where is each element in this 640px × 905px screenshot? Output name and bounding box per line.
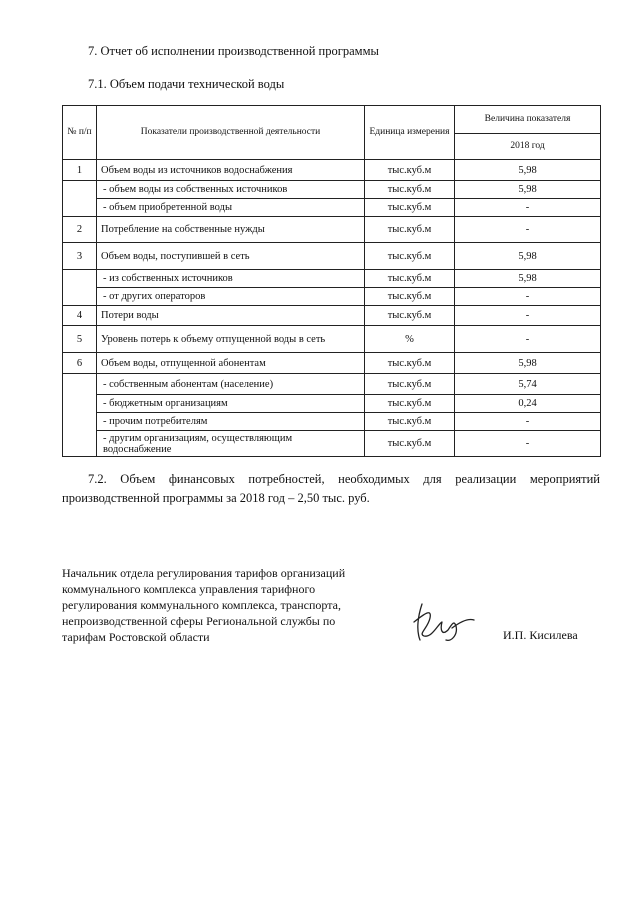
table-row [63, 288, 601, 306]
table-row [63, 326, 601, 353]
header-year: 2018 год [455, 134, 601, 160]
table-row [63, 413, 601, 431]
table-row [63, 270, 601, 288]
row-value: 5,74 [455, 374, 601, 395]
row-unit: тыс.куб.м [365, 374, 455, 395]
row-unit: % [365, 326, 455, 353]
row-value: - [455, 326, 601, 353]
paragraph-7-2 [62, 470, 600, 508]
row-unit: тыс.куб.м [365, 270, 455, 288]
row-value: - [455, 217, 601, 243]
row-unit: тыс.куб.м [365, 395, 455, 413]
table-row [63, 160, 601, 181]
row-num: 6 [63, 353, 97, 374]
row-value: 5,98 [455, 181, 601, 199]
row-unit: тыс.куб.м [365, 199, 455, 217]
row-unit: тыс.куб.м [365, 243, 455, 270]
table-row [63, 181, 601, 199]
row-unit: тыс.куб.м [365, 217, 455, 243]
row-value: 5,98 [455, 353, 601, 374]
row-indicator: - объем приобретенной воды [97, 199, 365, 217]
signatory-title-line: Начальник отдела регулирования тарифов организаций [62, 566, 346, 580]
row-indicator: Объем воды из источников водоснабжения [97, 160, 365, 181]
table-row [63, 395, 601, 413]
header-num: № п/п [63, 106, 97, 160]
row-indicator: Объем воды, отпущенной абонентам [97, 353, 365, 374]
table-row [63, 199, 601, 217]
row-indicator: Потери воды [97, 306, 365, 326]
table-row [63, 306, 601, 326]
paragraph-7-2-rest: производственной программы за 2018 год – 2,50 тыс. руб. [62, 491, 370, 505]
row-indicator: Уровень потерь к объему отпущенной воды в сеть [97, 326, 365, 353]
water-supply-table [62, 105, 601, 457]
row-unit: тыс.куб.м [365, 413, 455, 431]
table-row [63, 217, 601, 243]
row-indicator: - другим организациям, осуществляющим водоснабжение [97, 431, 365, 457]
header-indicator: Показатели производственной деятельности [97, 106, 365, 160]
row-num [63, 374, 97, 457]
table-row [63, 353, 601, 374]
signatory-title-line: коммунального комплекса управления тарифного [62, 582, 316, 596]
row-indicator: - от других операторов [97, 288, 365, 306]
row-num: 3 [63, 243, 97, 270]
table-row [63, 374, 601, 395]
signatory-title-line: регулирования коммунального комплекса, транспорта, [62, 598, 341, 612]
row-value: - [455, 413, 601, 431]
row-num [63, 181, 97, 217]
signatory-title-line: непроизводственной сферы Региональной службы по [62, 614, 336, 628]
row-unit: тыс.куб.м [365, 431, 455, 457]
row-indicator: - объем воды из собственных источников [97, 181, 365, 199]
signatory-name: И.П. Кисилева [503, 628, 578, 642]
table-row [63, 431, 601, 457]
signatory-title [62, 565, 392, 645]
paragraph-7-2-first-line: 7.2. Объем финансовых потребностей, необходимых для реализации мероприятий [88, 472, 600, 486]
row-unit: тыс.куб.м [365, 288, 455, 306]
row-num: 4 [63, 306, 97, 326]
signatory-title-line: тарифам Ростовской области [62, 630, 210, 644]
row-value: 5,98 [455, 243, 601, 270]
row-value: - [455, 199, 601, 217]
row-indicator: Потребление на собственные нужды [97, 217, 365, 243]
row-value: - [455, 288, 601, 306]
handwritten-signature [408, 600, 478, 646]
row-unit: тыс.куб.м [365, 181, 455, 199]
section-heading-7-1: 7.1. Объем подачи технической воды [88, 77, 285, 91]
row-num [63, 270, 97, 306]
row-indicator: Объем воды, поступившей в сеть [97, 243, 365, 270]
row-value: - [455, 431, 601, 457]
row-indicator: - прочим потребителям [97, 413, 365, 431]
row-num: 1 [63, 160, 97, 181]
row-unit: тыс.куб.м [365, 160, 455, 181]
row-unit: тыс.куб.м [365, 353, 455, 374]
row-value: 5,98 [455, 160, 601, 181]
row-indicator: - из собственных источников [97, 270, 365, 288]
row-value: 0,24 [455, 395, 601, 413]
header-unit: Единица измерения [365, 106, 455, 160]
header-value: Величина показателя [455, 106, 601, 134]
row-indicator: - бюджетным организациям [97, 395, 365, 413]
row-num: 2 [63, 217, 97, 243]
row-value: 5,98 [455, 270, 601, 288]
row-num: 5 [63, 326, 97, 353]
table-row [63, 243, 601, 270]
row-indicator: - собственным абонентам (население) [97, 374, 365, 395]
row-value: - [455, 306, 601, 326]
row-unit: тыс.куб.м [365, 306, 455, 326]
section-heading-7: 7. Отчет об исполнении производственной программы [88, 44, 379, 58]
